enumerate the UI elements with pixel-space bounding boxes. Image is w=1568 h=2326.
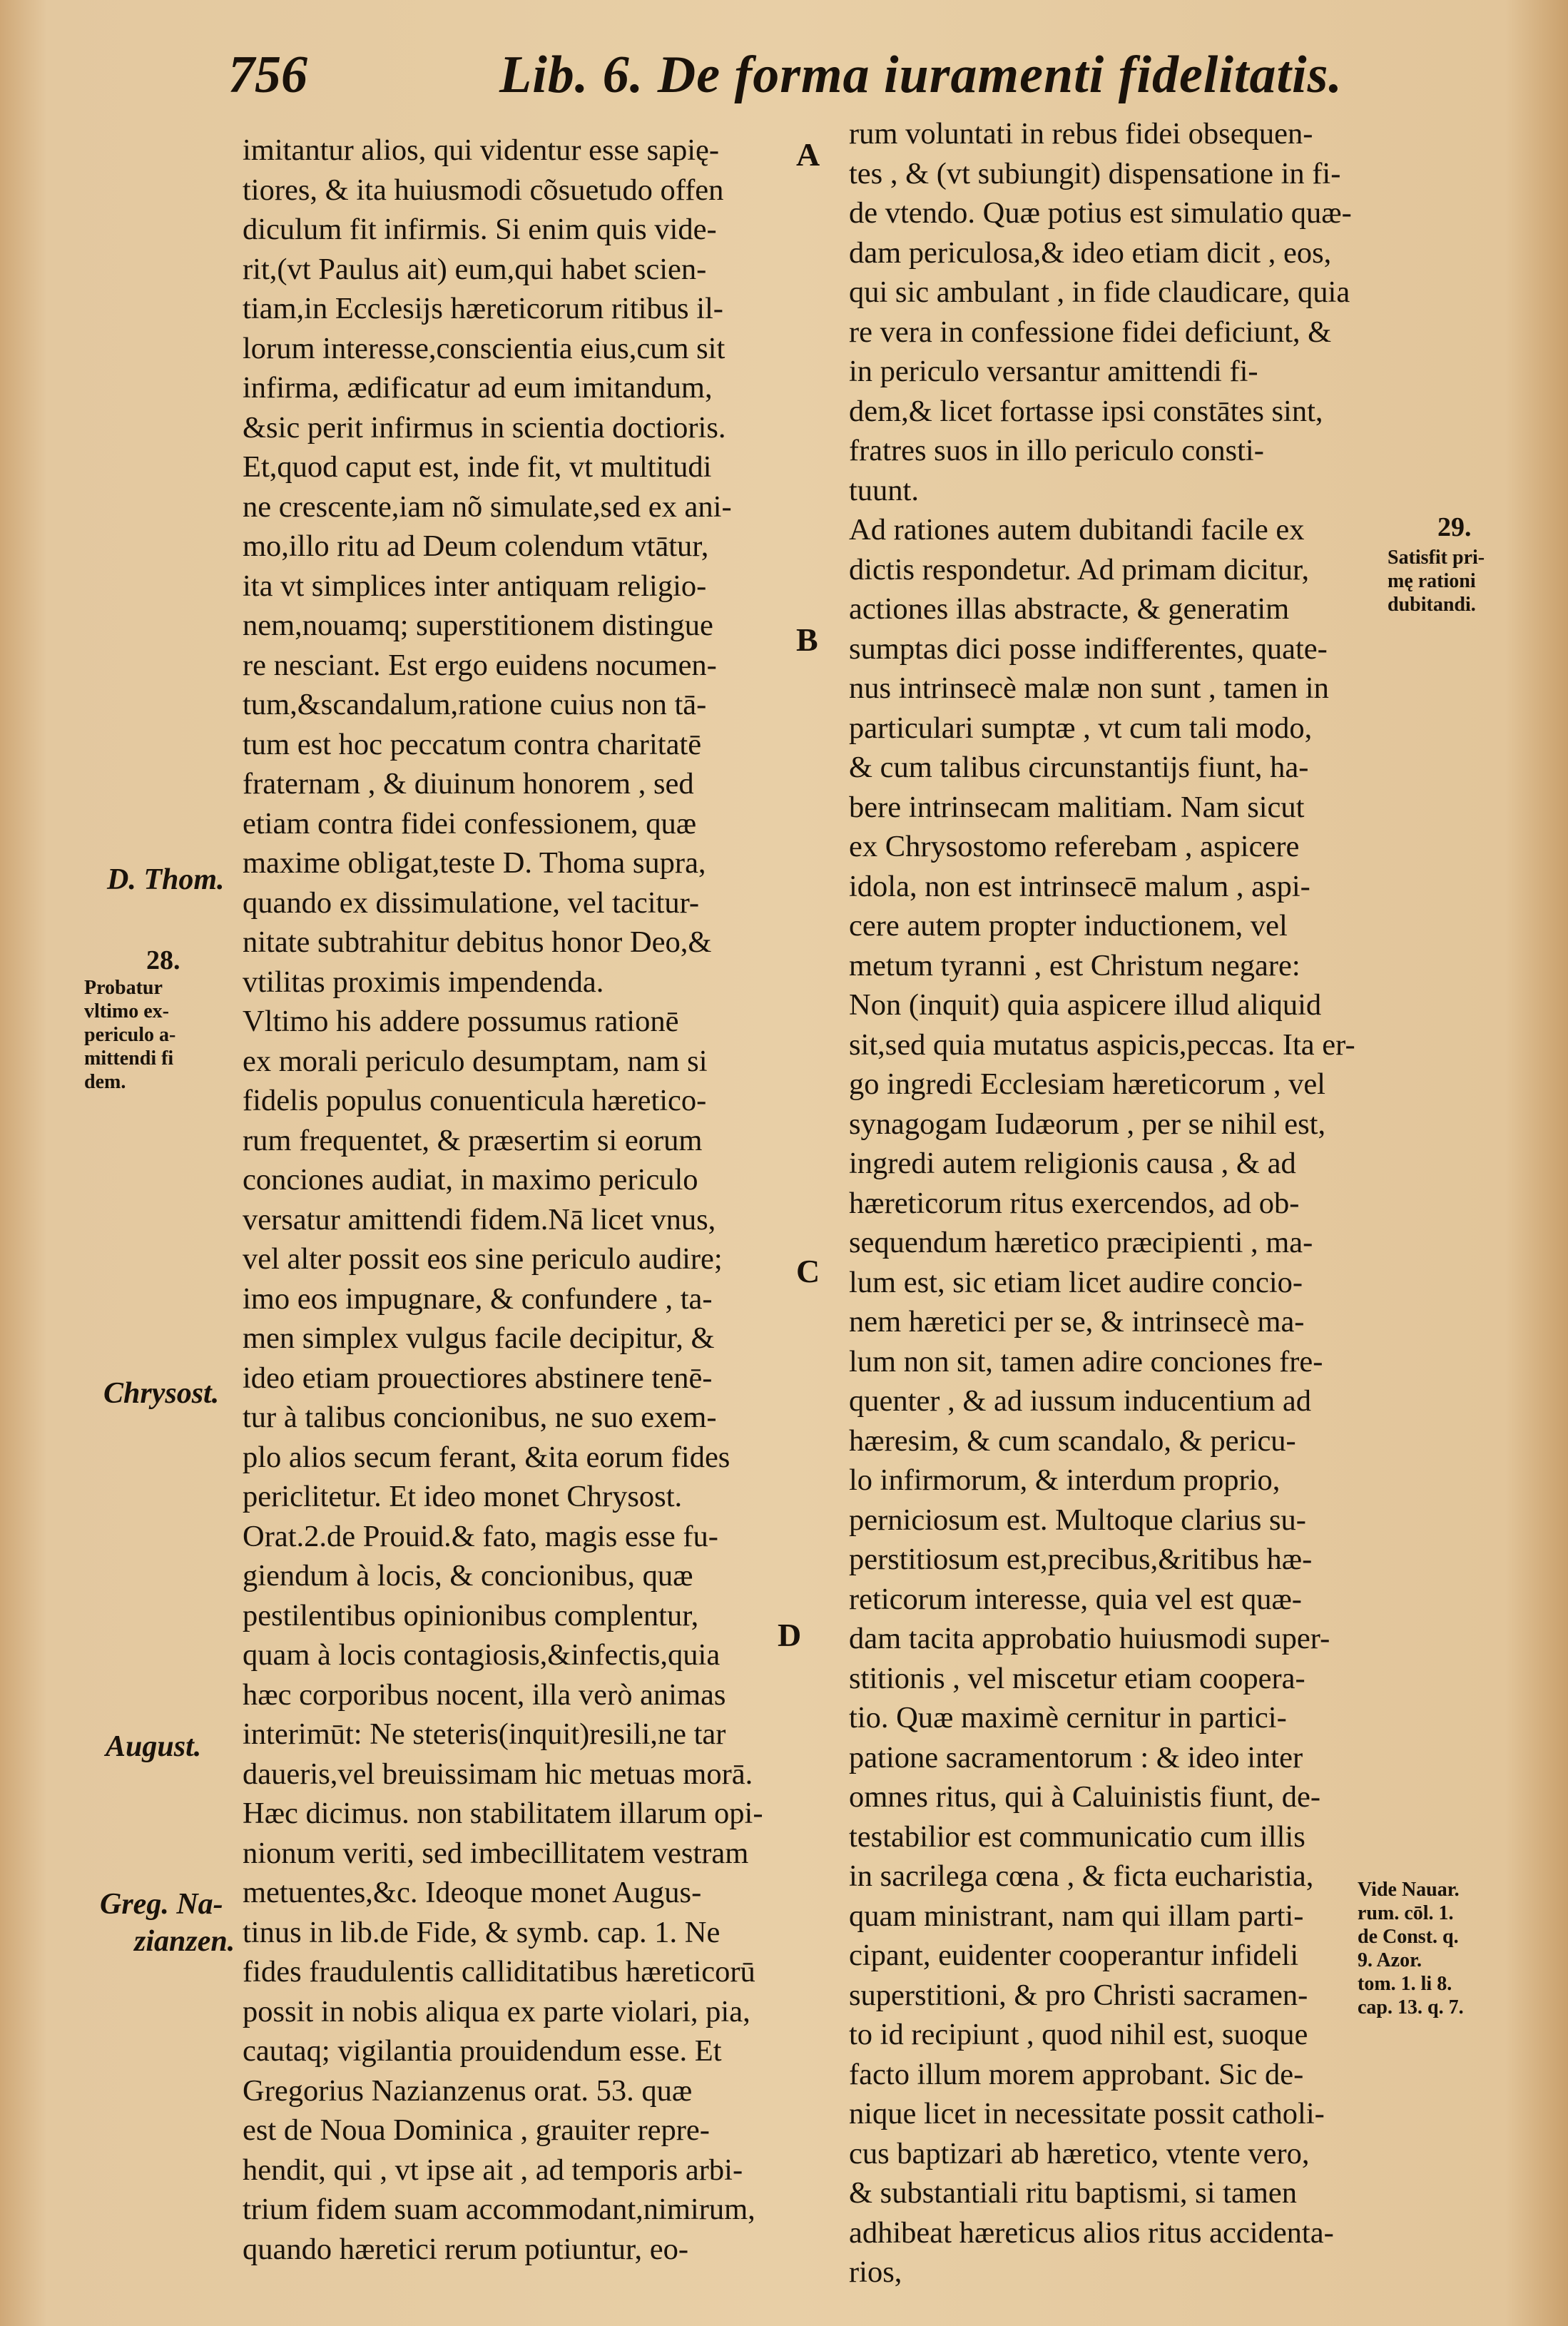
text-line: Non (inquit) quia aspicere illud aliquid xyxy=(849,988,1322,1022)
margin-number-28: 28. xyxy=(146,945,180,975)
text-line: tur à talibus concionibus, ne suo exem- xyxy=(243,1401,717,1434)
text-line: Vltimo his addere possumus rationē xyxy=(243,1005,679,1038)
text-line: possit in nobis aliqua ex parte violari, pia, xyxy=(243,1994,750,2028)
text-line: quando hæretici rerum potiuntur, eo- xyxy=(243,2232,689,2266)
text-line: tio. Quæ maximè cernitur in partici- xyxy=(849,1701,1287,1735)
text-line: cipant, euidenter cooperantur infideli xyxy=(849,1939,1299,1972)
text-line: reticorum interesse, quia vel est quæ- xyxy=(849,1582,1302,1616)
text-line: hæresim, & cum scandalo, & pericu- xyxy=(849,1423,1296,1458)
text-line: ideo etiam prouectiores abstinere tenē- xyxy=(243,1361,713,1395)
text-line: versatur amittendi fidem.Nā licet vnus, xyxy=(243,1202,716,1236)
text-line: Et,quod caput est, inde fit, vt multitudi xyxy=(243,450,712,484)
folio-number: 756 xyxy=(228,46,307,104)
text-line: fratres suos in illo periculo consti- xyxy=(849,434,1264,467)
text-line: nionum veriti, sed imbecillitatem vestram xyxy=(243,1836,749,1870)
text-line: hæreticorum ritus exercendos, ad ob- xyxy=(849,1186,1300,1220)
text-line: tinus in lib.de Fide, & symb. cap. 1. Ne xyxy=(243,1915,721,1949)
text-line: quam ministrant, nam qui illam parti- xyxy=(849,1899,1304,1933)
text-line: Hæc dicimus. non stabilitatem illarum opi- xyxy=(243,1797,763,1830)
text-line: ne crescente,iam nõ simulate,sed ex ani- xyxy=(243,489,732,524)
text-line: superstitioni, & pro Christi sacramen- xyxy=(849,1978,1308,2012)
left-text-column xyxy=(243,131,806,2269)
text-line: vel alter possit eos sine periculo audire; xyxy=(243,1242,723,1276)
text-line: vtilitas proximis impendenda. xyxy=(243,965,604,999)
text-line: Gregorius Nazianzenus orat. 53. quæ xyxy=(243,2073,693,2108)
section-letter-c: C xyxy=(796,1253,820,1289)
margin-note-satisfit: Satisfit pri- mę rationi dubitandi. xyxy=(1388,547,1485,616)
text-line: re vera in confessione fidei deficiunt, & xyxy=(849,315,1332,349)
text-line: de vtendo. Quæ potius est simulatio quæ- xyxy=(849,196,1352,230)
text-line: mo,illo ritu ad Deum colendum vtātur, xyxy=(243,529,709,563)
text-line: adhibeat hæreticus alios ritus accidenta- xyxy=(849,2215,1334,2250)
text-line: tes , & (vt subiungit) dispensatione in fi- xyxy=(849,156,1341,191)
text-line: rit,(vt Paulus ait) eum,qui habet scien- xyxy=(243,252,707,286)
running-title: Lib. 6. De forma iuramenti fidelitatis. xyxy=(499,46,1343,104)
text-line: metum tyranni , est Christum negare: xyxy=(849,948,1300,982)
text-line: Ad rationes autem dubitandi facile ex xyxy=(849,513,1305,547)
text-line: in sacrilega cœna , & ficta eucharistia, xyxy=(849,1859,1314,1893)
text-line: idola, non est intrinsecē malum , aspi- xyxy=(849,869,1310,903)
text-line: fides fraudulentis calliditatibus hæreticorū xyxy=(243,1955,755,1989)
text-line: & cum talibus circunstantijs fiunt, ha- xyxy=(849,751,1309,784)
text-line: hæc corporibus nocent, illa verò animas xyxy=(243,1677,726,1712)
text-line: maxime obligat,teste D. Thoma supra, xyxy=(243,846,706,880)
text-line: facto illum morem approbant. Sic de- xyxy=(849,2057,1304,2091)
text-line: dam tacita approbatio huiusmodi super- xyxy=(849,1622,1330,1655)
margin-note-probatur: Probatur vltimo ex- periculo a- mittendi fi dem. xyxy=(84,977,176,1093)
text-line: qui sic ambulant , in fide claudicare, quia xyxy=(849,275,1350,309)
text-line: ingredi autem religionis causa , & ad xyxy=(849,1147,1296,1180)
text-line: & substantiali ritu baptismi, si tamen xyxy=(849,2176,1297,2210)
text-line: in periculo versantur amittendi fi- xyxy=(849,355,1258,388)
text-line: actiones illas abstracte, & generatim xyxy=(849,592,1290,626)
text-line: nique licet in necessitate possit catholi- xyxy=(849,2097,1325,2131)
text-line: hendit, qui , vt ipse ait , ad temporis arbi- xyxy=(243,2153,743,2187)
text-line: ita vt simplices inter antiquam religio- xyxy=(243,569,707,603)
text-line: lum est, sic etiam licet audire concio- xyxy=(849,1265,1303,1299)
text-line: infirma, ædificatur ad eum imitandum, xyxy=(243,371,713,405)
text-line: synagogam Iudæorum , per se nihil est, xyxy=(849,1107,1326,1141)
text-line: ex Chrysostomo referebam , aspicere xyxy=(849,830,1300,863)
section-letter-a: A xyxy=(796,136,820,173)
text-line: bere intrinsecam malitiam. Nam sicut xyxy=(849,790,1305,824)
text-line: nus intrinsecè malæ non sunt , tamen in xyxy=(849,671,1329,705)
text-line: tiores, & ita huiusmodi cõsuetudo offen xyxy=(243,173,724,207)
text-line: quenter , & ad iussum inducentium ad xyxy=(849,1384,1312,1418)
text-line: re nesciant. Est ergo euidens nocumen- xyxy=(243,648,717,682)
text-line: omnes ritus, qui à Caluinistis fiunt, de- xyxy=(849,1780,1321,1814)
margin-number-29: 29. xyxy=(1437,512,1472,542)
text-line: cautaq; vigilantia prouidendum esse. Et xyxy=(243,2034,722,2068)
text-line: quando ex dissimulatione, vel tacitur- xyxy=(243,885,700,920)
text-line: lo infirmorum, & interdum proprio, xyxy=(849,1463,1281,1497)
text-line: ex morali periculo desumptam, nam si xyxy=(243,1044,708,1078)
text-line: fidelis populus conuenticula hæretico- xyxy=(243,1084,707,1117)
margin-note-august: August. xyxy=(106,1730,202,1763)
text-line: pestilentibus opinionibus complentur, xyxy=(243,1598,699,1632)
text-line: tum est hoc peccatum contra charitatē xyxy=(243,727,702,761)
text-line: dem,& licet fortasse ipsi constātes sint, xyxy=(849,394,1323,428)
margin-note-d-thom: D. Thom. xyxy=(107,863,225,896)
text-line: stitionis , vel miscetur etiam coopera- xyxy=(849,1661,1305,1695)
section-letter-b: B xyxy=(796,621,818,658)
text-line: go ingredi Ecclesiam hæreticorum , vel xyxy=(849,1067,1325,1101)
text-line: particulari sumptæ , vt cum tali modo, xyxy=(849,711,1313,745)
text-line: to id recipiunt , quod nihil est, suoque xyxy=(849,2018,1308,2051)
text-line: rum voluntati in rebus fidei obsequen- xyxy=(849,117,1313,151)
text-line: imo eos impugnare, & confundere , ta- xyxy=(243,1281,713,1316)
text-line: est de Noua Dominica , grauiter repre- xyxy=(243,2113,710,2147)
text-line: dictis respondetur. Ad primam dicitur, xyxy=(849,552,1310,586)
text-line: testabilior est communicatio cum illis xyxy=(849,1819,1305,1854)
text-line: cere autem propter inductionem, vel xyxy=(849,909,1288,943)
text-line: etiam contra fidei confessionem, quæ xyxy=(243,806,697,840)
margin-note-vide: Vide Nauar. rum. cōl. 1. de Const. q. 9. Azor. tom. 1. li 8. cap. 13. q. 7. xyxy=(1358,1879,1464,2018)
text-line: tiam,in Ecclesijs hæreticorum ritibus il- xyxy=(243,292,723,325)
text-line: nem hæretici per se, & intrinsecè ma- xyxy=(849,1305,1305,1339)
text-line: Orat.2.de Prouid.& fato, magis esse fu- xyxy=(243,1519,718,1553)
text-line: perstitiosum est,precibus,&ritibus hæ- xyxy=(849,1543,1313,1576)
text-line: fraternam , & diuinum honorem , sed xyxy=(243,767,694,801)
text-line: interimūt: Ne steteris(inquit)resili,ne tar xyxy=(243,1717,726,1751)
text-line: periclitetur. Et ideo monet Chrysost. xyxy=(243,1480,683,1513)
text-line: rios, xyxy=(849,2255,902,2289)
text-line: lum non sit, tamen adire conciones fre- xyxy=(849,1344,1323,1378)
text-line: men simplex vulgus facile decipitur, & xyxy=(243,1321,715,1355)
text-line: daueris,vel breuissimam hic metuas morā. xyxy=(243,1757,753,1791)
text-line: perniciosum est. Multoque clarius su- xyxy=(849,1503,1306,1537)
text-line: sit,sed quia mutatus aspicis,peccas. Ita er- xyxy=(849,1027,1355,1062)
margin-note-greg-naz: Greg. Na- zianzen. xyxy=(100,1888,235,1958)
text-line: metuentes,&c. Ideoque monet Augus- xyxy=(243,1876,702,1909)
text-line: conciones audiat, in maximo periculo xyxy=(243,1163,698,1197)
right-text-column xyxy=(849,114,1405,2292)
margin-note-chrysost: Chrysost. xyxy=(103,1377,220,1410)
text-line: nitate subtrahitur debitus honor Deo,& xyxy=(243,925,712,959)
text-line: quam à locis contagiosis,&infectis,quia xyxy=(243,1638,721,1672)
page-header xyxy=(0,39,1568,118)
text-line: tum,&scandalum,ratione cuius non tā- xyxy=(243,688,707,721)
text-line: dam periculosa,& ideo etiam dicit , eos, xyxy=(849,235,1332,270)
text-line: patione sacramentorum : & ideo inter xyxy=(849,1740,1303,1774)
text-line: sumptas dici posse indifferentes, quate- xyxy=(849,631,1328,666)
text-line: &sic perit infirmus in scientia doctioris. xyxy=(243,410,726,445)
text-line: sequendum hæretico præcipienti , ma- xyxy=(849,1226,1313,1259)
text-line: cus baptizari ab hæretico, vtente vero, xyxy=(849,2136,1310,2170)
text-line: trium fidem suam accommodant,nimirum, xyxy=(243,2193,755,2226)
text-line: lorum interesse,conscientia eius,cum sit xyxy=(243,331,726,365)
text-line: plo alios secum ferant, &ita eorum fides xyxy=(243,1440,730,1474)
text-line: rum frequentet, & præsertim si eorum xyxy=(243,1123,703,1157)
text-line: imitantur alios, qui videntur esse sapię- xyxy=(243,133,720,167)
text-line: tuunt. xyxy=(849,473,919,507)
text-line: giendum à locis, & concionibus, quæ xyxy=(243,1559,693,1593)
section-letter-d: D xyxy=(778,1617,802,1653)
text-line: diculum fit infirmis. Si enim quis vide- xyxy=(243,213,717,246)
text-line: nem,nouamq; superstitionem distingue xyxy=(243,609,713,642)
